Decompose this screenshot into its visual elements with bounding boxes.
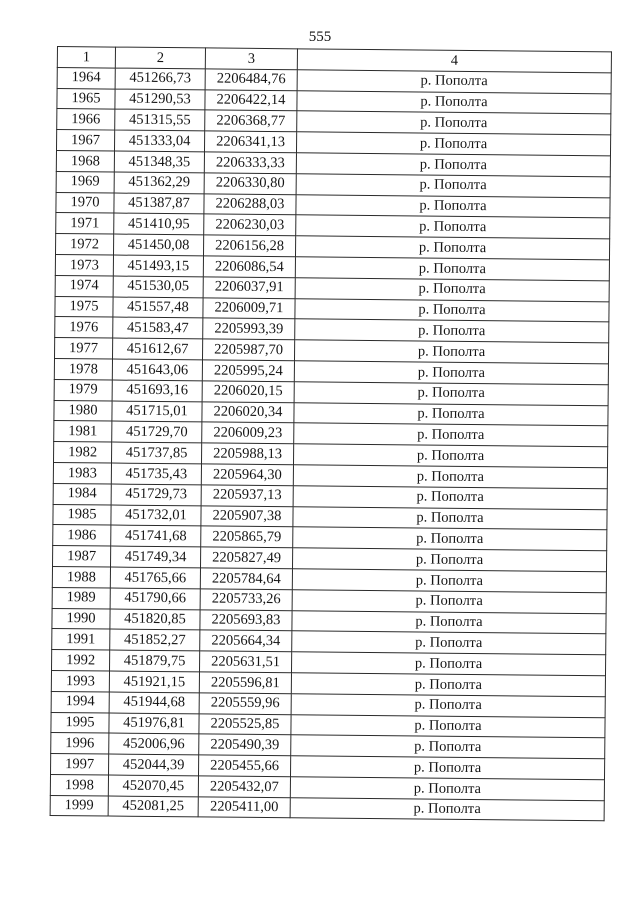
point-number-cell: 1974 <box>55 275 113 296</box>
description-cell: р. Пополта <box>294 340 608 364</box>
y-coordinate-cell: 2206020,34 <box>202 401 294 423</box>
point-number-cell: 1980 <box>54 400 112 421</box>
description-cell: р. Пополта <box>292 631 606 655</box>
x-coordinate-cell: 451715,01 <box>112 401 202 423</box>
x-coordinate-cell: 451765,66 <box>110 567 200 589</box>
x-coordinate-cell: 452006,96 <box>109 733 199 755</box>
description-cell: р. Пополта <box>297 70 611 94</box>
y-coordinate-cell: 2205525,85 <box>199 713 291 735</box>
y-coordinate-cell: 2206341,13 <box>204 131 296 153</box>
y-coordinate-cell: 2205964,30 <box>201 464 293 486</box>
y-coordinate-cell: 2206009,23 <box>202 422 294 444</box>
x-coordinate-cell: 451266,73 <box>115 68 205 90</box>
y-coordinate-cell: 2206422,14 <box>205 90 297 112</box>
description-cell: р. Пополта <box>295 298 609 322</box>
x-coordinate-cell: 451693,16 <box>112 380 202 402</box>
description-cell: р. Пополта <box>295 257 609 281</box>
x-coordinate-cell: 451387,87 <box>114 193 204 215</box>
y-coordinate-cell: 2205490,39 <box>199 734 291 756</box>
description-cell: р. Пополта <box>291 735 605 759</box>
description-cell: р. Пополта <box>292 569 606 593</box>
y-coordinate-cell: 2206333,33 <box>204 152 296 174</box>
point-number-cell: 1968 <box>56 150 114 171</box>
x-coordinate-cell: 451348,35 <box>114 151 204 173</box>
y-coordinate-cell: 2205907,38 <box>201 505 293 527</box>
y-coordinate-cell: 2206484,76 <box>205 69 297 91</box>
description-cell: р. Пополта <box>291 714 605 738</box>
description-cell: р. Пополта <box>292 548 606 572</box>
x-coordinate-cell: 451612,67 <box>112 338 202 360</box>
point-number-cell: 1985 <box>53 504 111 525</box>
x-coordinate-cell: 451879,75 <box>110 650 200 672</box>
y-coordinate-cell: 2205596,81 <box>199 672 291 694</box>
point-number-cell: 1993 <box>51 670 109 691</box>
point-number-cell: 1976 <box>55 317 113 338</box>
x-coordinate-cell: 451732,01 <box>111 505 201 527</box>
description-cell: р. Пополта <box>294 382 608 406</box>
description-cell: р. Пополта <box>290 797 604 821</box>
description-cell: р. Пополта <box>294 361 608 385</box>
y-coordinate-cell: 2206288,03 <box>204 193 296 215</box>
description-cell: р. Пополта <box>290 756 604 780</box>
point-number-cell: 1966 <box>57 109 115 130</box>
y-coordinate-cell: 2205432,07 <box>198 776 290 798</box>
coordinates-table <box>50 46 612 822</box>
x-coordinate-cell: 451450,08 <box>113 234 203 256</box>
y-coordinate-cell: 2206009,71 <box>203 297 295 319</box>
y-coordinate-cell: 2205693,83 <box>200 609 292 631</box>
y-coordinate-cell: 2205559,96 <box>199 693 291 715</box>
x-coordinate-cell: 451729,70 <box>112 421 202 443</box>
y-coordinate-cell: 2206330,80 <box>204 173 296 195</box>
description-cell: р. Пополта <box>292 590 606 614</box>
point-number-cell: 1986 <box>53 525 111 546</box>
x-coordinate-cell: 451729,73 <box>111 484 201 506</box>
point-number-cell: 1995 <box>51 712 109 733</box>
point-number-cell: 1978 <box>54 358 112 379</box>
point-number-cell: 1982 <box>54 442 112 463</box>
description-cell: р. Пополта <box>297 111 611 135</box>
column-header-3: 3 <box>205 48 297 70</box>
point-number-cell: 1975 <box>55 296 113 317</box>
point-number-cell: 1969 <box>56 171 114 192</box>
description-cell: р. Пополта <box>296 132 610 156</box>
y-coordinate-cell: 2206156,28 <box>203 235 295 257</box>
y-coordinate-cell: 2206086,54 <box>203 256 295 278</box>
description-cell: р. Пополта <box>291 652 605 676</box>
y-coordinate-cell: 2205987,70 <box>202 339 294 361</box>
description-cell: р. Пополта <box>294 402 608 426</box>
x-coordinate-cell: 451557,48 <box>113 297 203 319</box>
x-coordinate-cell: 451790,66 <box>110 588 200 610</box>
description-cell: р. Пополта <box>296 174 610 198</box>
point-number-cell: 1989 <box>52 587 110 608</box>
description-cell: р. Пополта <box>293 506 607 530</box>
point-number-cell: 1997 <box>51 754 109 775</box>
x-coordinate-cell: 451410,95 <box>114 213 204 235</box>
y-coordinate-cell: 2205664,34 <box>200 630 292 652</box>
x-coordinate-cell: 451820,85 <box>110 609 200 631</box>
x-coordinate-cell: 451583,47 <box>113 317 203 339</box>
x-coordinate-cell: 451333,04 <box>114 130 204 152</box>
table-row <box>50 795 604 821</box>
description-cell: р. Пополта <box>290 777 604 801</box>
point-number-cell: 1970 <box>56 192 114 213</box>
description-cell: р. Пополта <box>293 486 607 510</box>
y-coordinate-cell: 2205411,00 <box>198 797 290 819</box>
x-coordinate-cell: 451749,34 <box>111 546 201 568</box>
description-cell: р. Пополта <box>296 153 610 177</box>
column-header-1: 1 <box>57 47 115 68</box>
y-coordinate-cell: 2206020,15 <box>202 381 294 403</box>
point-number-cell: 1990 <box>52 608 110 629</box>
column-header-4: 4 <box>297 49 611 73</box>
point-number-cell: 1977 <box>55 338 113 359</box>
point-number-cell: 1988 <box>52 566 110 587</box>
description-cell: р. Пополта <box>296 194 610 218</box>
description-cell: р. Пополта <box>293 465 607 489</box>
description-cell: р. Пополта <box>292 610 606 634</box>
x-coordinate-cell: 451741,68 <box>111 525 201 547</box>
point-number-cell: 1996 <box>51 733 109 754</box>
x-coordinate-cell: 451737,85 <box>111 442 201 464</box>
description-cell: р. Пополта <box>296 215 610 239</box>
table-body <box>50 67 611 821</box>
point-number-cell: 1998 <box>50 774 108 795</box>
point-number-cell: 1999 <box>50 795 108 816</box>
point-number-cell: 1992 <box>52 650 110 671</box>
y-coordinate-cell: 2205995,24 <box>202 360 294 382</box>
y-coordinate-cell: 2205631,51 <box>199 651 291 673</box>
point-number-cell: 1965 <box>57 88 115 109</box>
x-coordinate-cell: 451852,27 <box>110 629 200 651</box>
x-coordinate-cell: 451944,68 <box>109 692 199 714</box>
point-number-cell: 1981 <box>54 421 112 442</box>
x-coordinate-cell: 451493,15 <box>113 255 203 277</box>
y-coordinate-cell: 2205993,39 <box>203 318 295 340</box>
description-cell: р. Пополта <box>291 673 605 697</box>
description-cell: р. Пополта <box>293 527 607 551</box>
y-coordinate-cell: 2205937,13 <box>201 485 293 507</box>
point-number-cell: 1987 <box>53 546 111 567</box>
y-coordinate-cell: 2205733,26 <box>200 589 292 611</box>
x-coordinate-cell: 451735,43 <box>111 463 201 485</box>
point-number-cell: 1967 <box>56 130 114 151</box>
point-number-cell: 1979 <box>54 379 112 400</box>
description-cell: р. Пополта <box>293 444 607 468</box>
x-coordinate-cell: 451290,53 <box>115 89 205 111</box>
point-number-cell: 1973 <box>55 254 113 275</box>
y-coordinate-cell: 2205784,64 <box>200 568 292 590</box>
description-cell: р. Пополта <box>297 90 611 114</box>
x-coordinate-cell: 451315,55 <box>115 109 205 131</box>
x-coordinate-cell: 452081,25 <box>108 796 198 818</box>
description-cell: р. Пополта <box>295 278 609 302</box>
x-coordinate-cell: 451362,29 <box>114 172 204 194</box>
point-number-cell: 1971 <box>56 213 114 234</box>
y-coordinate-cell: 2206037,91 <box>203 277 295 299</box>
page-number: 555 <box>308 29 332 45</box>
point-number-cell: 1983 <box>53 462 111 483</box>
description-cell: р. Пополта <box>291 693 605 717</box>
description-cell: р. Пополта <box>295 319 609 343</box>
y-coordinate-cell: 2205865,79 <box>201 526 293 548</box>
point-number-cell: 1991 <box>52 629 110 650</box>
description-cell: р. Пополта <box>295 236 609 260</box>
x-coordinate-cell: 451530,05 <box>113 276 203 298</box>
x-coordinate-cell: 452070,45 <box>108 775 198 797</box>
y-coordinate-cell: 2205988,13 <box>201 443 293 465</box>
point-number-cell: 1972 <box>55 234 113 255</box>
y-coordinate-cell: 2206368,77 <box>205 110 297 132</box>
point-number-cell: 1994 <box>51 691 109 712</box>
x-coordinate-cell: 451643,06 <box>112 359 202 381</box>
x-coordinate-cell: 451921,15 <box>109 671 199 693</box>
x-coordinate-cell: 452044,39 <box>109 754 199 776</box>
x-coordinate-cell: 451976,81 <box>109 713 199 735</box>
description-cell: р. Пополта <box>294 423 608 447</box>
point-number-cell: 1964 <box>57 67 115 88</box>
y-coordinate-cell: 2206230,03 <box>204 214 296 236</box>
y-coordinate-cell: 2205455,66 <box>199 755 291 777</box>
y-coordinate-cell: 2205827,49 <box>200 547 292 569</box>
point-number-cell: 1984 <box>53 483 111 504</box>
column-header-2: 2 <box>115 47 205 69</box>
